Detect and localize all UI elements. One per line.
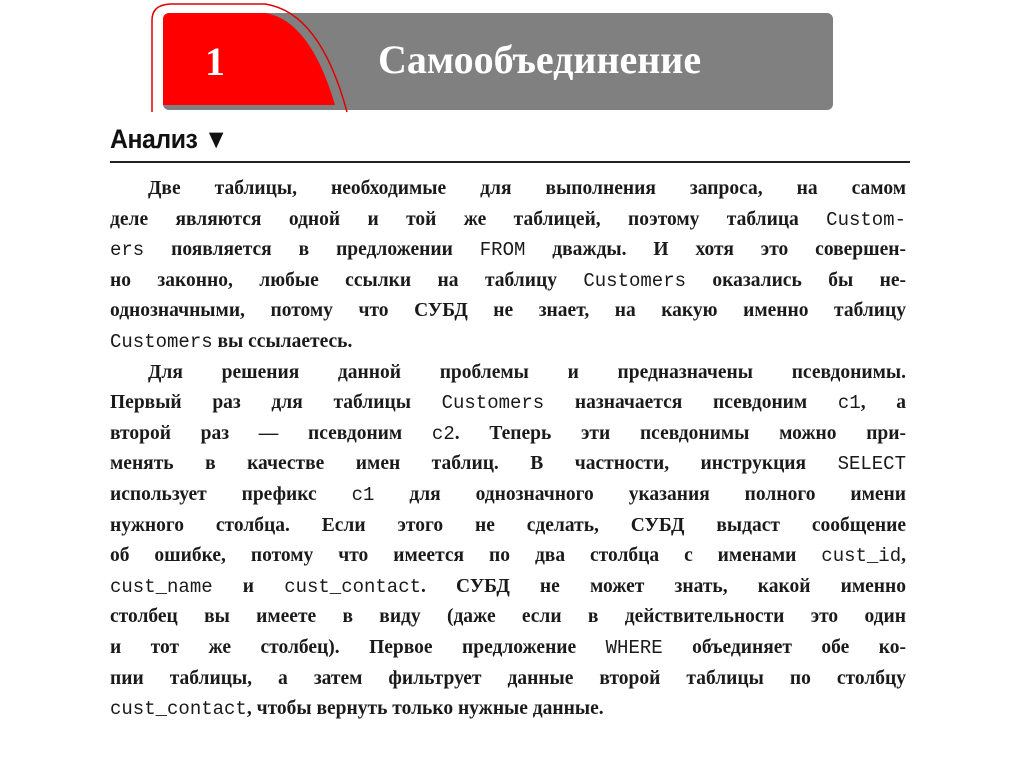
text-run: второй раз — псевдоним [110,422,432,444]
text-line [110,480,906,511]
text-line [110,449,906,480]
code-token: ers [110,239,145,262]
text-line [110,633,906,664]
text-run: дважды. И хотя это совершен- [525,239,906,261]
text-line [110,602,906,633]
text-run: для однозначного указания полного имени [374,483,907,505]
text-run: Две таблицы, необходимые для выполнения запроса, на самом [148,178,906,199]
code-token: cust_name [110,575,213,598]
text-run: об ошибке, потому что имеется по два столбца с именами [110,545,822,567]
code-token: c1 [351,483,375,506]
slide-number: 1 [205,39,225,84]
text-run: вы ссылаетесь. [212,330,353,352]
slide-header [0,0,1024,120]
text-line [110,541,906,572]
heading-divider [110,161,910,163]
text-line [110,358,906,389]
text-line [110,511,906,542]
code-token: Customers [110,330,213,353]
text-line [110,694,906,725]
code-token: Customers [441,392,545,415]
text-run: нужного столбца. Если этого не сделать, СУБД выдаст сообщение [110,514,906,536]
code-token: SELECT [837,453,906,476]
text-run: . Теперь эти псевдонимы можно при- [454,422,907,444]
text-run: Первый раз для таблицы [110,392,442,414]
text-line [110,388,906,419]
text-run: менять в качестве имен таблиц. В частности, инструкция [110,453,838,475]
text-run: появляется в предложении [144,239,480,261]
section-heading: Анализ ▼ [110,124,228,154]
text-line [110,572,906,603]
code-token: WHERE [605,636,663,659]
text-run: Для решения данной проблемы и предназначены псевдонимы. [148,361,906,383]
text-run: , а [860,392,906,414]
text-run: назначается псевдоним [544,392,838,414]
text-line [110,205,906,236]
text-run: оказались бы не- [686,269,906,291]
code-token: Custom- [826,208,906,231]
text-run: , [901,545,906,567]
code-token: cust_id [821,545,902,568]
text-line [110,327,906,358]
text-run: использует префикс [110,483,352,505]
text-run: деле являются одной и той же таблицей, поэтому таблица [110,208,827,230]
text-run: столбец вы имеете в виду (даже если в действительности это один [110,606,906,628]
text-run: , чтобы вернуть только нужные данные. [246,698,604,720]
text-run: но законно, любые ссылки на таблицу [110,269,584,291]
code-token: c2 [431,422,455,445]
code-token: Customers [583,269,686,292]
code-token: cust_contact [110,698,247,721]
text-line [110,174,906,205]
text-run: пии таблицы, а затем фильтрует данные второй таблицы по столбцу [110,667,906,689]
code-token: cust_contact [284,575,422,598]
slide-title: Самообъединение [378,37,702,82]
code-token: FROM [479,239,526,262]
text-line [110,664,906,695]
text-line [110,419,906,450]
text-run: и [212,575,285,597]
text-line [110,266,906,297]
body-text [110,174,906,725]
text-line [110,235,906,266]
text-line [110,296,906,327]
text-run: однозначными, потому что СУБД не знает, на какую именно таблицу [110,300,906,322]
text-run: . СУБД не может знать, какой именно [421,575,906,597]
code-token: c1 [837,392,861,415]
text-run: объединяет обе ко- [662,636,906,658]
text-run: и тот же столбец). Первое предложение [110,636,606,658]
